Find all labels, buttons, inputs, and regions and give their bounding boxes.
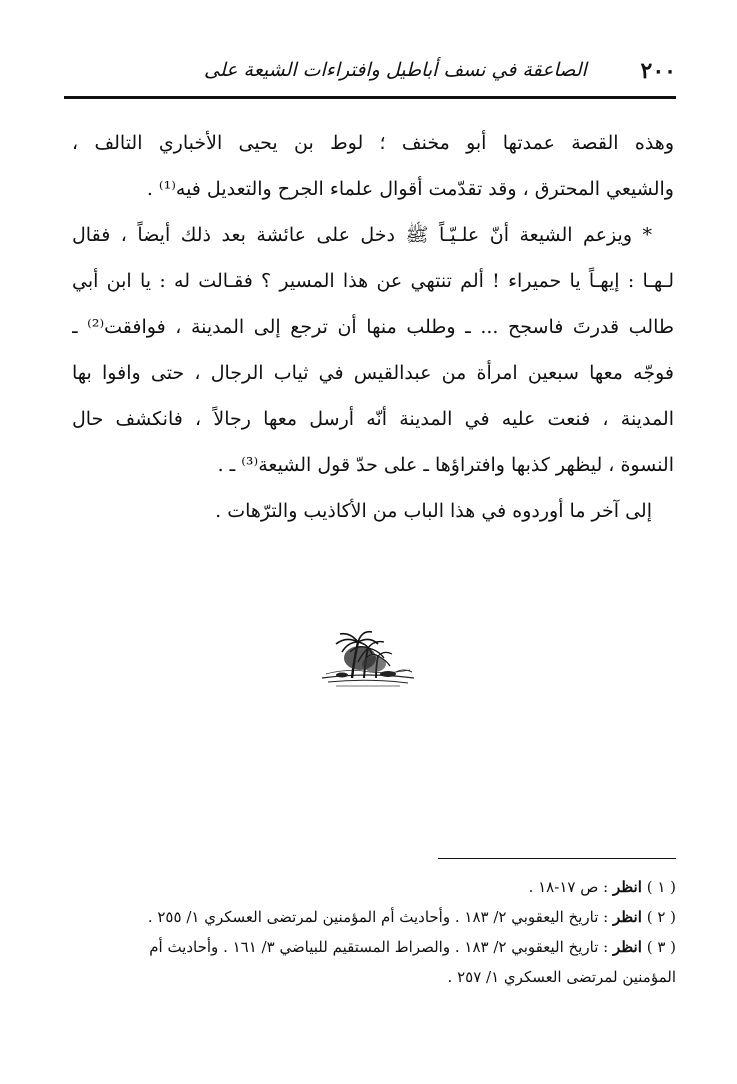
footnote-text: : تاريخ اليعقوبي ٢/ ١٨٣ . والصراط المستقيم للبياضي ٣/ ١٦١ . وأحاديث أم bbox=[149, 938, 609, 956]
footnote-rule bbox=[438, 858, 676, 859]
text-line: فوجّه معها سبعين امرأة من عبدالقيس في ثياب الرجال ، حتى وافوا بها bbox=[72, 362, 674, 384]
footnote-continuation bbox=[72, 962, 676, 992]
footnote-number: ( ١ ) bbox=[646, 878, 676, 896]
text-line: النسوة ، ليظهر كذبها وافتراؤها ـ على حدّ قول الشيعة⁽³⁾ ـ . bbox=[217, 454, 674, 476]
footnote-label: انظر bbox=[612, 908, 642, 926]
footnote bbox=[72, 932, 676, 962]
page-header bbox=[64, 48, 676, 88]
header-rule bbox=[64, 96, 676, 99]
text-line: والشيعي المحترق ، وقد تقدّمت أقوال علماء الجرح والتعديل فيه⁽¹⁾ . bbox=[146, 178, 674, 200]
footnote-label: انظر bbox=[612, 878, 642, 896]
footnote bbox=[72, 902, 676, 932]
footnote-number: ( ٢ ) bbox=[646, 908, 676, 926]
footnote bbox=[72, 872, 676, 902]
footnote-number: ( ٣ ) bbox=[646, 938, 676, 956]
text-line: لـهـا : إيهـاً يا حميراء ! ألم تنتهي عن هذا المسير ؟ فقـالت له : يا ابن أبي bbox=[72, 270, 674, 292]
text-line: المدينة ، فنعت عليه في المدينة أنّه أرسل معها رجالاً ، فانكشف حال bbox=[72, 408, 674, 430]
main-text bbox=[72, 120, 674, 534]
palm-tree-vignette-icon bbox=[318, 628, 418, 690]
text-line: إلى آخر ما أوردوه في هذا الباب من الأكاذيب والترّهات . bbox=[215, 500, 652, 522]
footnotes bbox=[72, 872, 676, 992]
footnote-text: المؤمنين لمرتضى العسكري ١/ ٢٥٧ . bbox=[447, 968, 676, 986]
running-title: الصاعقة في نسف أباطيل وافتراءات الشيعة على bbox=[204, 59, 587, 81]
footnote-label: انظر bbox=[612, 938, 642, 956]
footnote-text: : ص ١٧-١٨ . bbox=[528, 878, 609, 896]
footnote-text: : تاريخ اليعقوبي ٢/ ١٨٣ . وأحاديث أم المؤمنين لمرتضى العسكري ١/ ٢٥٥ . bbox=[147, 908, 609, 926]
text-line: وهذه القصة عمدتها أبو مخنف ؛ لوط بن يحيى الأخباري التالف ، bbox=[72, 132, 674, 154]
text-line: طالب قدرتَ فاسجح ... ـ وطلب منها أن ترجع إلى المدينة ، فوافقت⁽²⁾ ـ bbox=[72, 316, 674, 338]
page-number: ٢٠٠ bbox=[640, 58, 676, 84]
text-line: * ويزعم الشيعة أنّ علـيّـاً ﷺ دخل على عائشة بعد ذلك أيضاً ، فقال bbox=[72, 224, 652, 246]
